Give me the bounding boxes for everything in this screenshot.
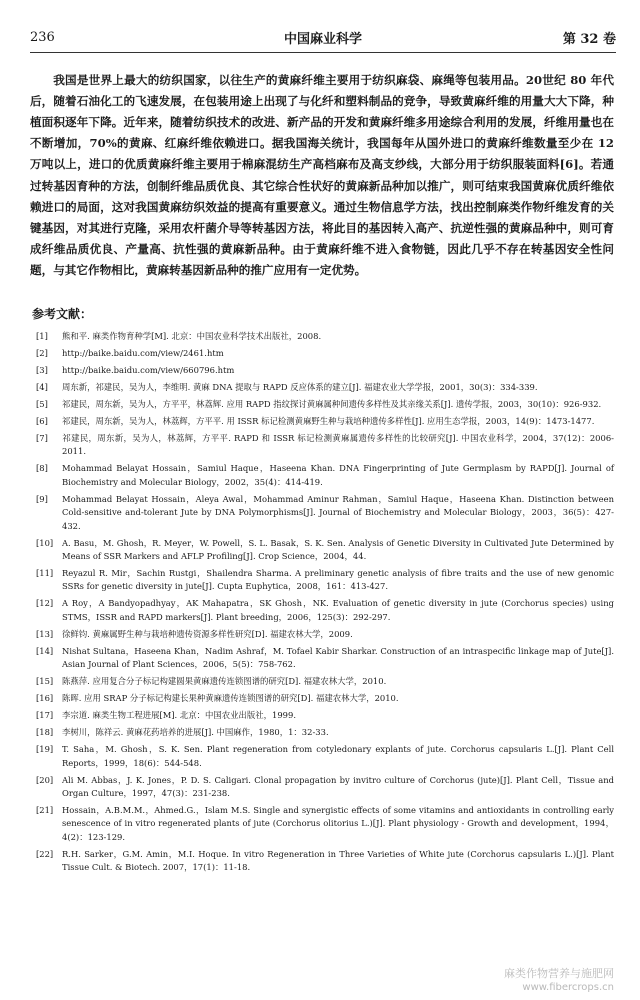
volume-label: 第 32 卷 [562, 32, 616, 47]
watermark-url: www.fibercrops.cn [522, 982, 614, 993]
reference-item [30, 330, 614, 343]
reference-text: 周东新，祁建民，吴为人，李维明. 黄麻 DNA 提取与 RAPD 反应体系的建立[J]. 福建农业大学学报，2001，30(3)：334-339. [62, 382, 538, 392]
reference-number: [8] [36, 463, 48, 474]
reference-number: [13] [36, 628, 54, 639]
reference-item [30, 493, 614, 533]
reference-text: 陈燕萍. 应用复合分子标记构建圆果黄麻遗传连锁图谱的研究[D]. 福建农林大学，2010. [62, 676, 387, 687]
reference-number: [7] [36, 433, 48, 443]
reference-item [30, 462, 614, 489]
reference-number: [20] [36, 774, 54, 785]
reference-text: 祁建民，周东新，吴为人，方平平，林荔辉. 应用 RAPD 指纹探讨黄麻属种间遗传多样性及其亲缘关系[J]. 遗传学报，2003，30(10)：926-932. [62, 399, 602, 409]
reference-item [30, 743, 614, 770]
reference-item [30, 726, 614, 739]
reference-text: Mohammad Belayat Hossain，Aleya Awal，Mohammad Aminur Rahman，Samiul Haque，Haseena Khan. Distinction between Cold-sensitive and-tolerant Jute by DNA Polymorphisms[J]. Journal of Biochemistry and Molecular Biology，2003，36(5)：427-432. [62, 493, 614, 531]
reference-item [30, 848, 614, 875]
reference-text: 祁建民，周东新，吴为人，林荔辉，方平平. RAPD 和 ISSR 标记检测黄麻属遗传多样性的比较研究[J]. 中国农业科学，2004，37(12)：2006-2011. [62, 433, 614, 457]
reference-item [30, 804, 614, 844]
reference-text: http://baike.baidu.com/view/660796.htm [62, 365, 235, 375]
reference-number: [16] [36, 693, 54, 704]
reference-number: [17] [36, 710, 54, 721]
reference-list [30, 330, 614, 878]
reference-number: [1] [36, 331, 48, 341]
reference-text: A. Basu，M. Ghosh，R. Meyer，W. Powell，S. L. Basak，S. K. Sen. Analysis of Genetic Diversity in Cultivated Jute Determined by Means of SSR Markers and AFLP Profiling[J]. Crop Science，2004，44. [62, 537, 614, 562]
reference-text: Mohammad Belayat Hossain，Samiul Haque，Haseena Khan. DNA Fingerprinting of Jute Germplasm by RAPD[J]. Journal of Biochemistry and Molecular Biology，2002，35(4)：414-419. [62, 463, 614, 487]
reference-number: [9] [36, 493, 48, 504]
reference-number: [21] [36, 805, 54, 816]
reference-text: T. Saha，M. Ghosh，S. K. Sen. Plant regeneration from cotyledonary explants of jute. Corchorus capsularis L.[J]. Plant Cell Reports，1999，18(6)：544-548. [62, 744, 614, 768]
reference-text: Reyazul R. Mir，Sachin Rustgi，Shailendra Sharma. A preliminary genetic analysis of fibre traits and the use of new genomic SSRs for genetic diversity in jute[J]. Cupta Euphytica，2008，161：413-427. [62, 568, 614, 592]
reference-item [30, 597, 614, 624]
reference-text: 李宗道. 麻类生物工程进展[M]. 北京：中国农业出版社，1999. [62, 710, 296, 721]
header-rule [30, 52, 616, 53]
reference-text: 熊和平. 麻类作物育种学[M]. 北京：中国农业科学技术出版社，2008. [62, 331, 322, 341]
reference-text: Hossain，A.B.M.M.，Ahmed.G.，Islam M.S. Single and synergistic effects of some vitamins and antioxidants in controlling early senescence of in vitro regenerated plants of jute (Corchorus olitorius L.)[J]. Plant physiology - Growth and development，1994，4(2)：123-129. [62, 805, 614, 842]
watermark-site-name: 麻类作物营养与施肥网 [504, 967, 614, 980]
reference-item [30, 537, 614, 564]
reference-number: [2] [36, 348, 48, 358]
reference-item [30, 432, 614, 459]
reference-number: [14] [36, 645, 54, 656]
reference-item [30, 675, 614, 688]
reference-item [30, 381, 614, 394]
reference-number: [15] [36, 676, 54, 687]
reference-number: [3] [36, 365, 48, 375]
reference-number: [22] [36, 848, 54, 859]
page-number: 236 [30, 30, 55, 45]
reference-number: [12] [36, 598, 54, 609]
reference-text: A Roy，A Bandyopadhyay，AK Mahapatra，SK Ghosh，NK. Evaluation of genetic diversity in jute (Corchorus species) using STMS，ISSR and RAPD markers[J]. Plant breeding，2006，125(3)：292-297. [62, 598, 614, 622]
reference-text: 陈晖. 应用 SRAP 分子标记构建长果种黄麻遗传连锁图谱的研究[D]. 福建农林大学，2010. [62, 693, 399, 704]
journal-title: 中国麻业科学 [283, 32, 362, 47]
reference-item [30, 692, 614, 705]
body-paragraph: 我国是世界上最大的纺织国家，以往生产的黄麻纤维主要用于纺织麻袋、麻绳等包装用品。20世纪 80 年代后，随着石油化工的飞速发展，在包装用途上出现了与化纤和塑料制品的竞争，导致黄麻纤维的用量大大下降，种植面积逐年下降。近年来，随着纺织技术的改进、新产品的开发和黄麻纤维多用途综合利用的发展，纤维用量也在不断增加，70%的黄麻、红麻纤维依赖进口。据我国海关统计，我国每年从国外进口的黄麻纤维数量至少在 12 万吨以上，进口的优质黄麻纤维主要用于棉麻混纺生产高档麻布及高支纱线，大部分用于纺织服装面料[6]。若通过转基因育种的方法，创制纤维品质优良、其它综合性状好的黄麻新品种加以推广，则可结束我国黄麻优质纤维依赖进口的局面，这对我国黄麻纺织效益的提高有重要意义。通过生物信息学方法，找出控制麻类作物纤维发育的关键基因，对其进行克隆，采用农杆菌介导等转基因方法，将此目的基因转入高产、抗逆性强的黄麻品种中，则可育成纤维品质优良、产量高、抗性强的黄麻新品种。由于黄麻纤维不进入食物链，因此几乎不存在转基因安全性问题，与其它作物相比，黄麻转基因新品种的推广应用有一定优势。 [30, 72, 614, 278]
reference-number: [6] [36, 416, 48, 426]
reference-number: [11] [36, 568, 54, 579]
reference-item [30, 415, 614, 428]
reference-item [30, 645, 614, 672]
watermark [504, 967, 614, 994]
reference-item [30, 628, 614, 641]
reference-text: http://baike.baidu.com/view/2461.htm [62, 348, 224, 358]
reference-text: Ali M. Abbas，J. K. Jones，P. D. S. Caligari. Clonal propagation by invitro culture of Corchorus (jute)[J]. Plant Cell，Tissue and Organ Culture，1997，47(3)：231-238. [62, 774, 614, 799]
reference-number: [19] [36, 744, 54, 755]
reference-item [30, 347, 614, 360]
reference-number: [4] [36, 382, 48, 392]
reference-item [30, 709, 614, 722]
reference-item [30, 398, 614, 411]
reference-text: R.H. Sarker，G.M. Amin，M.I. Hoque. In vitro Regeneration in Three Varieties of White jute (Corchorus capsularis L.)[J]. Plant Tissue Cult. & Biotech. 2007，17(1)：11-18. [62, 848, 614, 873]
reference-text: 李树川，陈祥云. 黄麻花药培养的进展[J]. 中国麻作，1980，1：32-33. [62, 727, 329, 738]
reference-number: [5] [36, 399, 48, 409]
reference-item [30, 364, 614, 377]
reference-number: [18] [36, 727, 54, 738]
reference-text: 徐鲜钧. 黄麻属野生种与栽培种遗传资源多样性研究[D]. 福建农林大学，2009. [62, 628, 353, 639]
reference-number: [10] [36, 537, 54, 548]
reference-item [30, 774, 614, 801]
running-header [30, 28, 616, 50]
reference-text: Nishat Sultana，Haseena Khan，Nadim Ashraf，M. Tofael Kabir Sharkar. Construction of an intraspecific linkage map of Jute[J]. Asian Journal of Plant Sciences，2006，5(5)：758-762. [62, 645, 614, 670]
reference-text: 祁建民，周东新，吴为人，林荔辉，方平平. 用 ISSR 标记检测黄麻野生种与栽培种遗传多样性[J]. 应用生态学报，2003，14(9)：1473-1477. [62, 416, 595, 426]
reference-item [30, 567, 614, 594]
references-heading: 参考文献： [32, 307, 93, 321]
